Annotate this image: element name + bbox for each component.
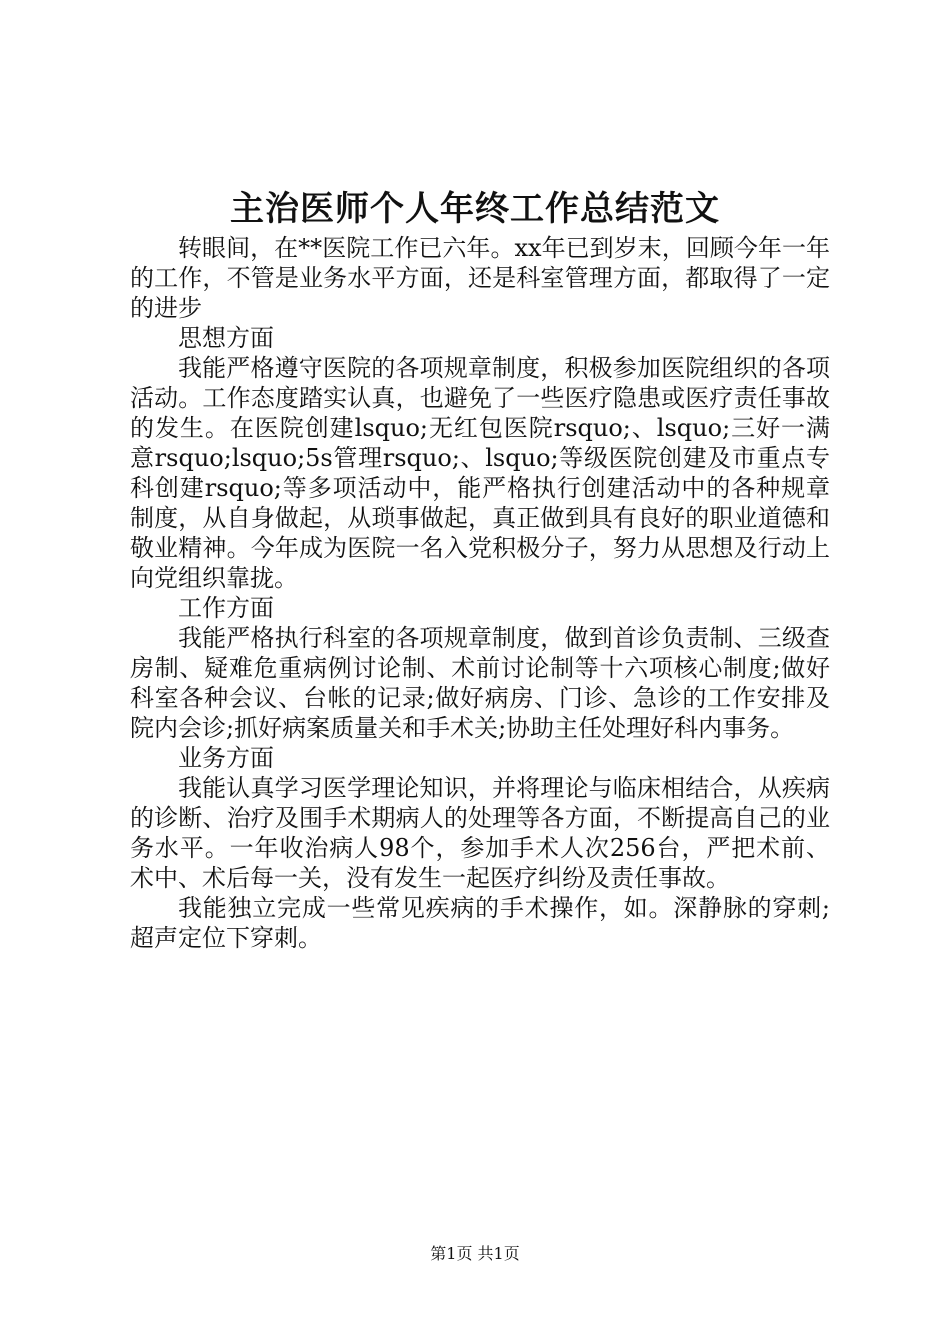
surgery-paragraph: 我能独立完成一些常见疾病的手术操作，如。深静脉的穿刺;超声定位下穿刺。 xyxy=(130,894,830,952)
document-title: 主治医师个人年终工作总结范文 xyxy=(230,189,720,229)
page-footer: 第1页 共1页 xyxy=(430,1244,520,1263)
thought-paragraph: 我能严格遵守医院的各项规章制度，积极参加医院组织的各项活动。工作态度踏实认真，也避免了一些医疗隐患或医疗责任事故的发生。在医院创建lsquo;无红包医院rsquo;、lsquo;三好一满意rsquo;lsquo;5s管理rsquo;、lsquo;等级医院创建及市重点专科创建rsquo;等多项活动中，能严格执行创建活动中的各种规章制度，从自身做起，从琐事做起，真正做到具有良好的职业道德和敬业精神。今年成为医院一名入党积极分子，努力从思想及行动上向党组织靠拢。 xyxy=(130,354,830,592)
section-heading-work: 工作方面 xyxy=(178,594,274,622)
work-paragraph: 我能严格执行科室的各项规章制度，做到首诊负责制、三级查房制、疑难危重病例讨论制、术前讨论制等十六项核心制度;做好科室各种会议、台帐的记录;做好病房、门诊、急诊的工作安排及院内会诊;抓好病案质量关和手术关;协助主任处理好科内事务。 xyxy=(130,624,830,742)
business-paragraph: 我能认真学习医学理论知识，并将理论与临床相结合，从疾病的诊断、治疗及围手术期病人的处理等各方面，不断提高自己的业务水平。一年收治病人98个，参加手术人次256台，严把术前、术中、术后每一关，没有发生一起医疗纠纷及责任事故。 xyxy=(130,774,830,892)
section-heading-thought: 思想方面 xyxy=(178,324,274,352)
document-body xyxy=(130,233,830,953)
section-heading-business: 业务方面 xyxy=(178,744,274,772)
intro-paragraph: 转眼间，在**医院工作已六年。xx年已到岁末，回顾今年一年的工作，不管是业务水平方面，还是科室管理方面，都取得了一定的进步 xyxy=(130,234,830,322)
